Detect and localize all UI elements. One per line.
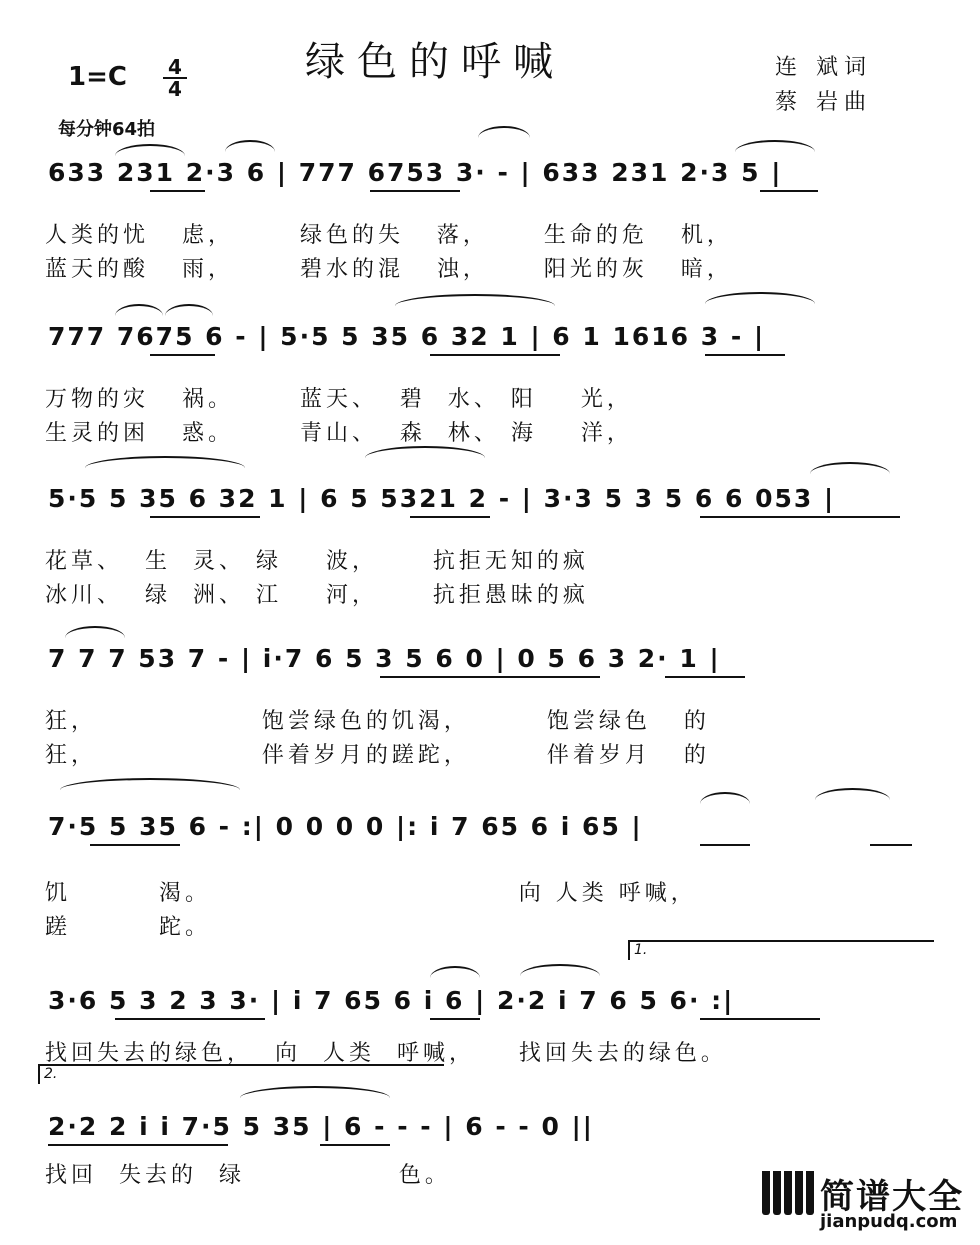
composer-credit: 蔡 岩曲 <box>775 90 872 115</box>
slur <box>430 966 480 978</box>
underline <box>150 354 215 356</box>
slur <box>165 304 213 316</box>
underline <box>700 516 900 518</box>
slur <box>115 144 185 156</box>
underline <box>430 1018 480 1020</box>
song-title: 绿色的呼喊 <box>305 39 565 85</box>
logo-url: jianpudq.com <box>820 1211 958 1232</box>
underline <box>90 844 180 846</box>
underline <box>150 190 205 192</box>
underline <box>380 676 600 678</box>
slur <box>520 964 600 976</box>
lyrics-verse-1: 饥 渴。 向 人类 呼喊， <box>45 881 697 906</box>
lyrics-verse-1: 花草、 生 灵、 绿 波， 抗拒无知的疯 <box>45 549 589 574</box>
time-signature <box>163 55 187 101</box>
underline <box>870 844 912 846</box>
underline <box>430 354 560 356</box>
slur <box>815 788 890 800</box>
meter-bottom: 4 <box>168 77 182 101</box>
notes-line: 5·5 5 35 6 32 1 | 6 5 5321 2 - | 3·3 5 3 5 6 6 053 | <box>48 484 836 513</box>
underline <box>410 516 490 518</box>
underline <box>370 190 460 192</box>
underline <box>320 1144 390 1146</box>
slur <box>85 456 245 468</box>
underline <box>150 516 260 518</box>
key-signature: 1=C <box>68 62 127 92</box>
volta-1: 1. <box>628 940 934 960</box>
lyrics-verse-1: 找回失去的绿色， 向 人类 呼喊， 找回失去的绿色。 <box>45 1041 727 1066</box>
slur <box>365 446 485 458</box>
slur <box>225 140 275 152</box>
lyrics-verse-1: 万物的灾 祸。 蓝天、 碧 水、 阳 光， <box>45 387 633 412</box>
slur <box>735 140 815 152</box>
slur <box>60 778 240 790</box>
notes-line: 777 7675 6 - | 5·5 5 35 6 32 1 | 6 1 1616 3 - | <box>48 322 766 351</box>
lyrics-verse-2: 狂， 伴着岁月的蹉跎， 伴着岁月 的 <box>45 743 710 768</box>
slur <box>240 1086 390 1098</box>
lyricist-credit: 连 斌词 <box>775 55 872 80</box>
volta-2: 2. <box>38 1064 444 1084</box>
slur <box>478 126 530 138</box>
underline <box>760 190 818 192</box>
piano-keys-icon <box>762 1171 814 1215</box>
slur <box>705 292 815 304</box>
lyrics-verse-2: 生灵的困 惑。 青山、 森 林、 海 洋， <box>45 421 633 446</box>
logo-name: 简谱大全 <box>820 1177 964 1217</box>
underline <box>705 354 785 356</box>
lyrics-verse-1: 人类的忧 虑， 绿色的失 落， 生命的危 机， <box>45 223 733 248</box>
lyrics-verse-1: 找回 失去的 绿 色。 <box>45 1163 451 1188</box>
slur <box>810 462 890 474</box>
meter-top: 4 <box>168 55 182 79</box>
underline <box>115 1018 265 1020</box>
lyrics-verse-1: 狂， 饱尝绿色的饥渴， 饱尝绿色 的 <box>45 709 710 734</box>
underline <box>48 1144 228 1146</box>
slur <box>115 304 163 316</box>
slur <box>395 294 555 306</box>
notes-line: 2·2 2 i i 7·5 5 35 | 6 - - - | 6 - - 0 || <box>48 1112 594 1141</box>
notes-line: 3·6 5 3 2 3 3· | i 7 65 6 i 6 | 2·2 i 7 6 5 6· :| <box>48 986 735 1015</box>
slur <box>65 626 125 638</box>
lyrics-verse-2: 蓝天的酸 雨， 碧水的混 浊， 阳光的灰 暗， <box>45 257 733 282</box>
notes-line: 7·5 5 35 6 - :| 0 0 0 0 |: i 7 65 6 i 65 | <box>48 812 643 841</box>
notes-line: 633 231 2·3 6 | 777 6753 3· - | 633 231 2·3 5 | <box>48 158 783 187</box>
notes-line: 7 7 7 53 7 - | i·7 6 5 3 5 6 0 | 0 5 6 3 2· 1 | <box>48 644 721 673</box>
slur <box>700 792 750 804</box>
underline <box>700 844 750 846</box>
site-logo[interactable] <box>762 1169 972 1235</box>
lyrics-verse-2: 蹉 跎。 <box>45 915 211 940</box>
underline <box>665 676 745 678</box>
lyrics-verse-2: 冰川、 绿 洲、 江 河， 抗拒愚昧的疯 <box>45 583 589 608</box>
tempo-marking: 每分钟64拍 <box>58 119 156 140</box>
underline <box>700 1018 820 1020</box>
